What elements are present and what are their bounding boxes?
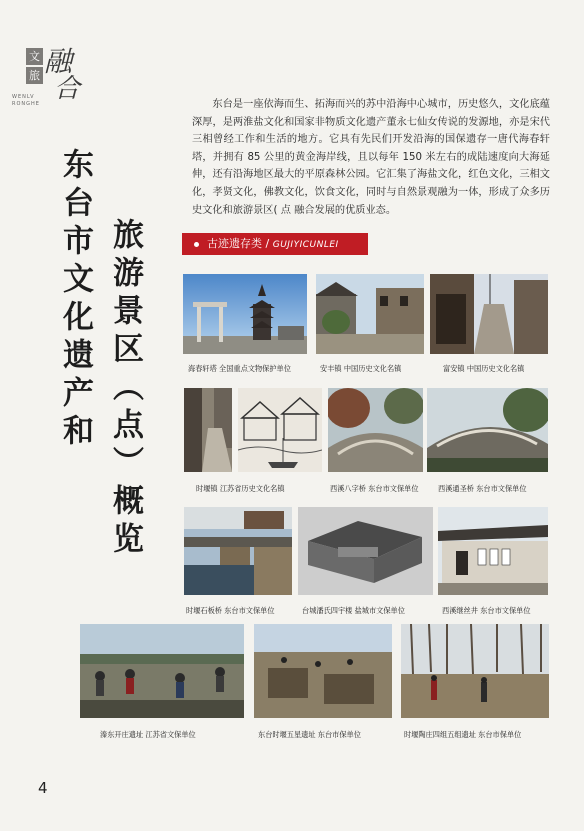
logo-char-he: 合 bbox=[54, 74, 81, 104]
photo-xixi-well bbox=[438, 507, 548, 595]
photo-caption: 富安镇 中国历史文化名镇 bbox=[443, 364, 525, 373]
photo-caption: 海春轩塔 全国重点文物保护单位 bbox=[188, 364, 291, 373]
photo-shiyan-town-sketch bbox=[238, 388, 322, 472]
photo-xixi-bazi-bridge bbox=[328, 388, 423, 472]
page-number: 4 bbox=[38, 779, 48, 797]
logo-char-wen: 文 bbox=[26, 48, 43, 65]
photo-caption: 时堰陶庄四组五组遗址 东台市保单位 bbox=[404, 730, 522, 739]
photo-caption: 安丰镇 中国历史文化名镇 bbox=[320, 364, 402, 373]
logo-char-lv: 旅 bbox=[26, 67, 43, 84]
photo-caption: 西溪继丝井 东台市文保单位 bbox=[442, 606, 531, 615]
photo-shiyan-town-alley bbox=[184, 388, 232, 472]
title-line-2: 旅游景区（点）概览 bbox=[107, 218, 143, 560]
photo-anfeng-town bbox=[316, 274, 424, 354]
photo-pan-siyu-house bbox=[298, 507, 433, 595]
photo-caption: 时堰镇 江苏省历史文化名镇 bbox=[196, 484, 285, 493]
photo-fuan-town bbox=[430, 274, 548, 354]
title-line-1: 东台市文化遗产和 bbox=[57, 148, 93, 452]
photo-caption: 溱东开庄遗址 江苏省文保单位 bbox=[100, 730, 196, 739]
photo-caption: 西溪通圣桥 东台市文保单位 bbox=[438, 484, 527, 493]
logo-en-wenlv: WENLV bbox=[12, 94, 35, 100]
magazine-logo bbox=[12, 28, 84, 110]
section-separator: / bbox=[265, 237, 270, 250]
photo-caption: 时堰石板桥 东台市文保单位 bbox=[186, 606, 275, 615]
intro-paragraph: 东台是一座依海而生、拓海而兴的苏中沿海中心城市，历史悠久，文化底蕴深厚，是两淮盐文化和国家非物质文化遗产董永七仙女传说的发源地，亦是宋代三相曾经工作和生活的地方。它具有先民们开发沿海的国保遗存一唐代海春轩塔，并拥有 85 公里的黄金海岸线，且以每年 150 米左右的成陆速度向大海延伸，还有沿海地区最大的平原森林公园。它汇集了海盐文化，红色文化，三相文化，孝贤文化，佛教文化，饮食文化，同时与自然景观融为一体，形成了众多历史文化和旅游景区( 点 融合发展的优质业态。 bbox=[192, 99, 550, 216]
photo-qindong-kaizhuang-site bbox=[80, 624, 244, 718]
logo-en-ronghe: RONGHE bbox=[12, 101, 40, 107]
photo-shiyan-wuxing-site bbox=[254, 624, 392, 718]
photo-caption: 台城潘氏四宇楼 盐城市文保单位 bbox=[302, 606, 405, 615]
section-banner bbox=[182, 233, 368, 255]
photo-xixi-tongsheng-bridge bbox=[427, 388, 548, 472]
photo-haichunxuan-pagoda bbox=[183, 274, 307, 354]
photo-caption: 西溪八字桥 东台市文保单位 bbox=[330, 484, 419, 493]
photo-shiyan-stone-bridge bbox=[184, 507, 292, 595]
section-label: 古迹遗存类 bbox=[207, 237, 262, 250]
section-label-en: GUJIYICUNLEI bbox=[272, 240, 339, 250]
bullet-icon bbox=[194, 242, 199, 247]
logo-char-rong: 融 bbox=[44, 45, 73, 78]
photo-caption: 东台时堰五星遗址 东台市保单位 bbox=[258, 730, 361, 739]
photo-taozhuang-site bbox=[401, 624, 549, 718]
